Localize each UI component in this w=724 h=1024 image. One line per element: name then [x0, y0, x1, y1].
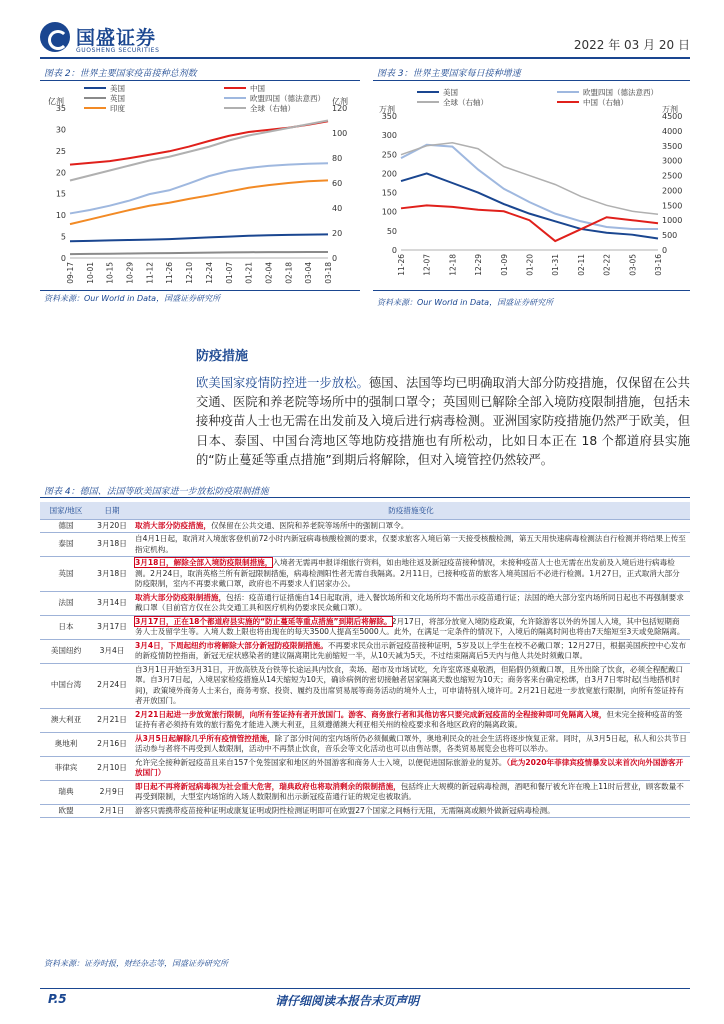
- measure-highlight: 2月21日起进一步放宽旅行限制，向所有签证持有者开放国门。游客、商务旅行者和其他访客只要完成新冠疫苗的全程接种即可免隔离入境，: [135, 709, 607, 719]
- x-tick-label: 10-15: [105, 262, 115, 284]
- measure-text: 2月17日，将部分放宽入境防疫政策，允许除游客以外的外国人入境，其中包括短期商务人士及留学生等。入境人数上限也将由现在的每天3500人提高至5000人。此外，在满足一定条件的情况下，入境后的隔离时间也将由7天缩短至3天或免除隔离。: [135, 616, 685, 636]
- y2-tick-label: 4500: [662, 112, 683, 121]
- row-date: 2月16日: [92, 732, 132, 756]
- x-tick-label: 10-29: [125, 262, 135, 284]
- row-measure: [132, 663, 690, 708]
- x-tick-label: 12-24: [204, 262, 214, 284]
- x-tick-label: 12-29: [474, 254, 484, 276]
- table-row: [40, 804, 690, 818]
- table-row: [40, 557, 690, 592]
- y2-tick-label: 2000: [662, 186, 683, 196]
- series-line: [70, 121, 328, 181]
- section-title: 防疫措施: [196, 349, 249, 364]
- y-tick-label: 5: [60, 232, 66, 242]
- header-measure: 防疫措施变化: [132, 502, 690, 519]
- table-header-row: [40, 502, 690, 519]
- series-line: [70, 180, 328, 224]
- x-tick-label: 12-18: [448, 254, 458, 276]
- guosheng-logo-icon: [40, 22, 70, 52]
- y-tick-label: 200: [381, 169, 397, 179]
- measure-highlight: 取消大部分防疫限制措施，: [135, 592, 227, 602]
- x-tick-label: 01-07: [224, 262, 234, 284]
- fig3-title-rule: [373, 80, 690, 81]
- row-region: 澳大利亚: [40, 708, 92, 732]
- row-region: 德国: [40, 519, 92, 533]
- legend-label: 英国: [110, 94, 125, 103]
- x-tick-label: 03-16: [654, 254, 663, 276]
- y-tick-label: 350: [381, 112, 397, 121]
- y2-tick-label: 60: [332, 179, 343, 188]
- row-measure: [132, 591, 690, 615]
- measure-note: （此为2020年菲律宾疫情暴发以来首次向外国游客开放国门）: [135, 757, 684, 777]
- chart-svg: [40, 82, 362, 290]
- x-tick-label: 02-04: [264, 262, 274, 284]
- fig4-source: 资料来源：证券时报，财经杂志等，国盛证券研究所: [44, 959, 228, 968]
- x-tick-label: 09-17: [66, 262, 75, 284]
- x-tick-label: 01-31: [551, 254, 561, 276]
- y2-tick-label: 3000: [662, 156, 683, 166]
- row-date: 2月9日: [92, 780, 132, 804]
- y-tick-label: 20: [55, 168, 66, 178]
- series-line: [401, 145, 658, 229]
- row-region: 英国: [40, 557, 92, 592]
- section-paragraph: [196, 374, 690, 470]
- row-region: 法国: [40, 591, 92, 615]
- table-row: [40, 519, 690, 533]
- row-region: 菲律宾: [40, 756, 92, 780]
- row-measure: [132, 804, 690, 818]
- fig3-chart: [373, 82, 690, 290]
- y2-unit-label: 万剂: [662, 105, 678, 114]
- row-measure: [132, 533, 690, 557]
- row-measure: [132, 708, 690, 732]
- table-row: [40, 732, 690, 756]
- x-tick-label: 03-04: [304, 262, 314, 284]
- row-date: 3月17日: [92, 615, 132, 639]
- y2-tick-label: 100: [332, 129, 348, 138]
- row-measure: [132, 557, 690, 592]
- y-tick-label: 150: [381, 188, 397, 198]
- row-date: 2月10日: [92, 756, 132, 780]
- x-tick-label: 11-12: [145, 262, 155, 284]
- y-tick-label: 100: [381, 207, 397, 217]
- table-row: [40, 591, 690, 615]
- row-measure: [132, 780, 690, 804]
- measure-text: 但未完全接种疫苗的签证持有者必须持有效的旅行豁免才能进入澳大利亚，且须遵循澳大利亚相关州的检疫要求和各地区政府的隔离政策。: [135, 709, 683, 729]
- measure-highlight: 3月18日，解除全部入境防疫限制措施，: [135, 558, 273, 567]
- measure-highlight: 取消大部分防疫措施，: [135, 520, 211, 530]
- paragraph-body: 德国、法国等均已明确取消大部分防疫措施，仅保留在公共交通、医院和养老院等场所中的强制口罩令；英国则已解除全部入境防疫限制措施，包括未接种疫苗人士也无需在出发前及入境后进行病毒检测。亚洲国家防疫措施仍然严于欧美，但日本、泰国、中国台湾地区等地防疫措施也有所松动，比如日本正在 18 个都道府县实施的“防止蔓延等重点措施”到期后将解除，但对入境管控仍然较严。: [196, 376, 690, 467]
- fig3-source: 资料来源：Our World in Data，国盛证券研究所: [377, 298, 554, 307]
- paragraph-highlight: 欧美国家疫情防控进一步放松。: [196, 376, 369, 390]
- row-region: 美国纽约: [40, 639, 92, 663]
- series-line: [70, 234, 328, 241]
- page-number: P.5: [48, 992, 67, 1006]
- header-date: 日期: [92, 502, 132, 519]
- x-tick-label: 03-18: [324, 262, 333, 284]
- fig3-bottom-rule: [373, 290, 690, 291]
- x-tick-label: 01-20: [525, 254, 535, 276]
- report-date: 2022 年 03 月 20 日: [573, 38, 690, 52]
- measure-text: 允许完全接种新冠疫苗且来自157个免签国家和地区的外国游客和商务人士入境，以便促进国际旅游业的复苏。: [135, 757, 507, 767]
- y2-tick-label: 1500: [662, 201, 683, 211]
- x-tick-label: 12-10: [185, 262, 195, 284]
- x-tick-label: 02-18: [284, 262, 294, 284]
- y2-tick-label: 1000: [662, 216, 683, 226]
- chart-svg: [373, 82, 690, 290]
- measure-highlight: 从3月5日起解除几乎所有疫情管控措施，: [135, 733, 275, 743]
- x-tick-label: 02-11: [576, 254, 586, 276]
- y2-tick-label: 80: [332, 154, 343, 163]
- y2-tick-label: 4000: [662, 126, 683, 136]
- y2-tick-label: 2500: [662, 171, 683, 181]
- y2-unit-label: 亿剂: [332, 97, 348, 106]
- footer-divider: [40, 988, 690, 989]
- x-tick-label: 02-22: [602, 254, 612, 276]
- y-tick-label: 25: [55, 146, 66, 156]
- row-date: 3月18日: [92, 533, 132, 557]
- legend-label: 美国: [443, 88, 458, 97]
- y-tick-label: 30: [55, 125, 66, 135]
- row-region: 欧盟: [40, 804, 92, 818]
- y-unit-label: 万剂: [379, 105, 395, 114]
- y-tick-label: 35: [55, 104, 66, 113]
- measure-text: 自3月1日开始至3月31日，开放高铁及台铁等长途运具内饮食，卖场、超市及市场试吃，允许室席逐桌敬酒，但陷假仍须戴口罩，且外出除了饮食，必须全程配戴口罩。自3月7日起，入境居家检疫措施从14天缩短为10天，确诊病例的密切接触者居家隔离天数也缩短为10天；商务客来台确定松绑，自3月7日零时起(当地搭机时间)，政策境外商务人士来台，商务考察、投资、履约及出席贸易展等商务活动的境外人士，可申请特别入境许可。2月21日起进一步放宽旅行限制，向所有签证持有者开放国门。: [135, 664, 685, 705]
- table-row: [40, 708, 690, 732]
- y-tick-label: 0: [391, 246, 397, 255]
- measure-highlight: 3月17日，正在18个都道府县实施的“防止蔓延等重点措施”到期后将解除。: [135, 616, 392, 626]
- legend-label: 印度: [110, 104, 125, 113]
- legend-label: 全球（右轴）: [250, 104, 295, 113]
- legend-label: 中国（右轴）: [583, 98, 628, 107]
- legend-label: 美国: [110, 84, 125, 93]
- y-tick-label: 15: [55, 189, 66, 199]
- series-line: [70, 252, 328, 254]
- measure-text: 自4月1日起，取消对入境旅客登机前72小时内新冠病毒核酸检测的要求，仅要求旅客入境后第一天接受核酸检测，第五天用快速病毒检测法自行检测并将结果上传至指定机构。: [135, 534, 686, 554]
- logo-text: 国盛证券: [76, 27, 157, 49]
- x-tick-label: 11-26: [165, 262, 175, 284]
- y2-tick-label: 3500: [662, 141, 683, 151]
- y2-tick-label: 0: [332, 254, 338, 263]
- row-measure: [132, 756, 690, 780]
- table-row: [40, 780, 690, 804]
- header-divider: [40, 57, 690, 59]
- legend-label: 欧盟四国（德法意西）: [250, 94, 325, 103]
- measure-text: 仅保留在公共交通、医院和养老院等场所中的强制口罩令。: [210, 520, 409, 530]
- measure-text: 游客只需携带疫苗接种证明或康复证明或阴性检测证明即可在欧盟27个国家之间畅行无阻，无需隔离或额外做新冠病毒检测。: [135, 805, 555, 815]
- x-tick-label: 01-21: [244, 262, 254, 284]
- row-date: 3月14日: [92, 591, 132, 615]
- measure-highlight: 3月4日，下周起纽约市将解除大部分新冠防疫限制措施。: [135, 640, 328, 650]
- fig2-bottom-rule: [40, 290, 360, 291]
- row-region: 泰国: [40, 533, 92, 557]
- measures-table: [40, 502, 690, 818]
- fig2-title-rule: [40, 80, 360, 81]
- row-date: 2月24日: [92, 663, 132, 708]
- series-line: [401, 205, 658, 241]
- x-tick-label: 03-05: [628, 254, 638, 276]
- y-tick-label: 250: [381, 150, 397, 160]
- fig2-source: 资料来源：Our World in Data，国盛证券研究所: [44, 294, 221, 303]
- y2-tick-label: 0: [662, 246, 668, 255]
- row-measure: [132, 639, 690, 663]
- fig4-title-rule: [40, 497, 690, 498]
- row-region: 日本: [40, 615, 92, 639]
- fig2-chart: [40, 82, 362, 290]
- table-row: [40, 756, 690, 780]
- logo-english: GUOSHENG SECURITIES: [76, 47, 160, 54]
- table-row: [40, 663, 690, 708]
- row-measure: [132, 519, 690, 533]
- x-tick-label: 10-01: [85, 262, 95, 284]
- fig3-title: 图表 3：世界主要国家每日接种增速: [377, 69, 521, 79]
- row-date: 3月4日: [92, 639, 132, 663]
- legend-label: 欧盟四国（德法意西）: [583, 88, 658, 97]
- legend-label: 中国: [250, 84, 265, 93]
- y2-tick-label: 40: [332, 204, 343, 213]
- measure-text: 除了部分时间的室内场所仍必须佩戴口罩外，奥地利民众的社会生活将逐步恢复正常。同时，从3月5日起，私人和公共节日活动参与者将不再受到人数限制，活动中不再禁止饮食，音乐会等文化活动也可以由售站票，各类贸易展览会也将可以举办。: [135, 733, 687, 753]
- y-tick-label: 50: [386, 226, 397, 236]
- x-tick-label: 01-09: [499, 254, 509, 276]
- measure-text: 包括终止大规模的新冠病毒检测，酒吧和餐厅被允许在晚上11时后营业，顾客数量不再受到限制，大型室内场馆的入场人数限制和出示新冠疫苗通行证的规定也被取消。: [135, 781, 684, 801]
- row-date: 3月18日: [92, 557, 132, 592]
- measure-text: 不再要求民众出示新冠疫苗接种证明，5岁及以上学生在校不必戴口罩；12月27日，根据美国疾控中心发布的新疫情防控指南，新冠无症状感染者的建议隔离期比先前缩短一半，从10天减为5天，不过结束隔离后5天内与他人共处时须戴口罩。: [135, 640, 687, 660]
- row-measure: [132, 732, 690, 756]
- row-date: 2月1日: [92, 804, 132, 818]
- footer-disclaimer: 请仔细阅读本报告末页声明: [275, 994, 420, 1008]
- row-region: 中国台湾: [40, 663, 92, 708]
- row-date: 3月20日: [92, 519, 132, 533]
- header-region: 国家/地区: [40, 502, 92, 519]
- table-row: [40, 615, 690, 639]
- measure-text: 包括：疫苗通行证措施自14日起取消，进入餐饮场所和文化场所均不需出示疫苗通行证；法国的绝大部分室内场所同日起也不再强制要求戴口罩（目前官方仅在公共交通工具和医疗机构仍要求民众戴口罩）。: [135, 592, 684, 612]
- y-tick-label: 300: [381, 131, 397, 141]
- row-region: 瑞典: [40, 780, 92, 804]
- x-tick-label: 12-07: [422, 254, 432, 276]
- fig2-title: 图表 2：世界主要国家疫苗接种总剂数: [44, 69, 197, 79]
- table-row: [40, 639, 690, 663]
- page-header: [40, 20, 690, 60]
- table-row: [40, 533, 690, 557]
- y2-tick-label: 20: [332, 229, 343, 238]
- measure-text: 入境者无需再申报详细旅行资料，如由地往返及新冠疫苗接种情况，未接种疫苗人士也无需在出发前及入境后进行病毒检测。2月24日，取消英格兰所有新冠限制措施，病毒检测阳性者无需自我隔离。2月11日，已接种疫苗的旅客入境英国后不必进行检测。1月27日，正式取消大部分防疫限制，室内不再要求戴口罩，政府也不再要求人们居家办公。: [135, 558, 680, 588]
- y-tick-label: 10: [55, 211, 66, 221]
- fig4-title: 图表 4：德国、法国等欧美国家进一步放松防疫限制措施: [44, 487, 269, 497]
- y-unit-label: 亿剂: [48, 97, 64, 106]
- measure-highlight: 即日起不再将新冠病毒视为社会重大危害，瑞典政府也将取消剩余的限制措施，: [135, 781, 401, 791]
- y-tick-label: 0: [60, 254, 66, 263]
- row-region: 奥地利: [40, 732, 92, 756]
- row-date: 2月21日: [92, 708, 132, 732]
- legend-label: 全球（右轴）: [443, 98, 488, 107]
- x-tick-label: 11-26: [397, 254, 406, 276]
- y2-tick-label: 500: [662, 231, 678, 241]
- row-measure: [132, 615, 690, 639]
- y2-tick-label: 120: [332, 104, 348, 113]
